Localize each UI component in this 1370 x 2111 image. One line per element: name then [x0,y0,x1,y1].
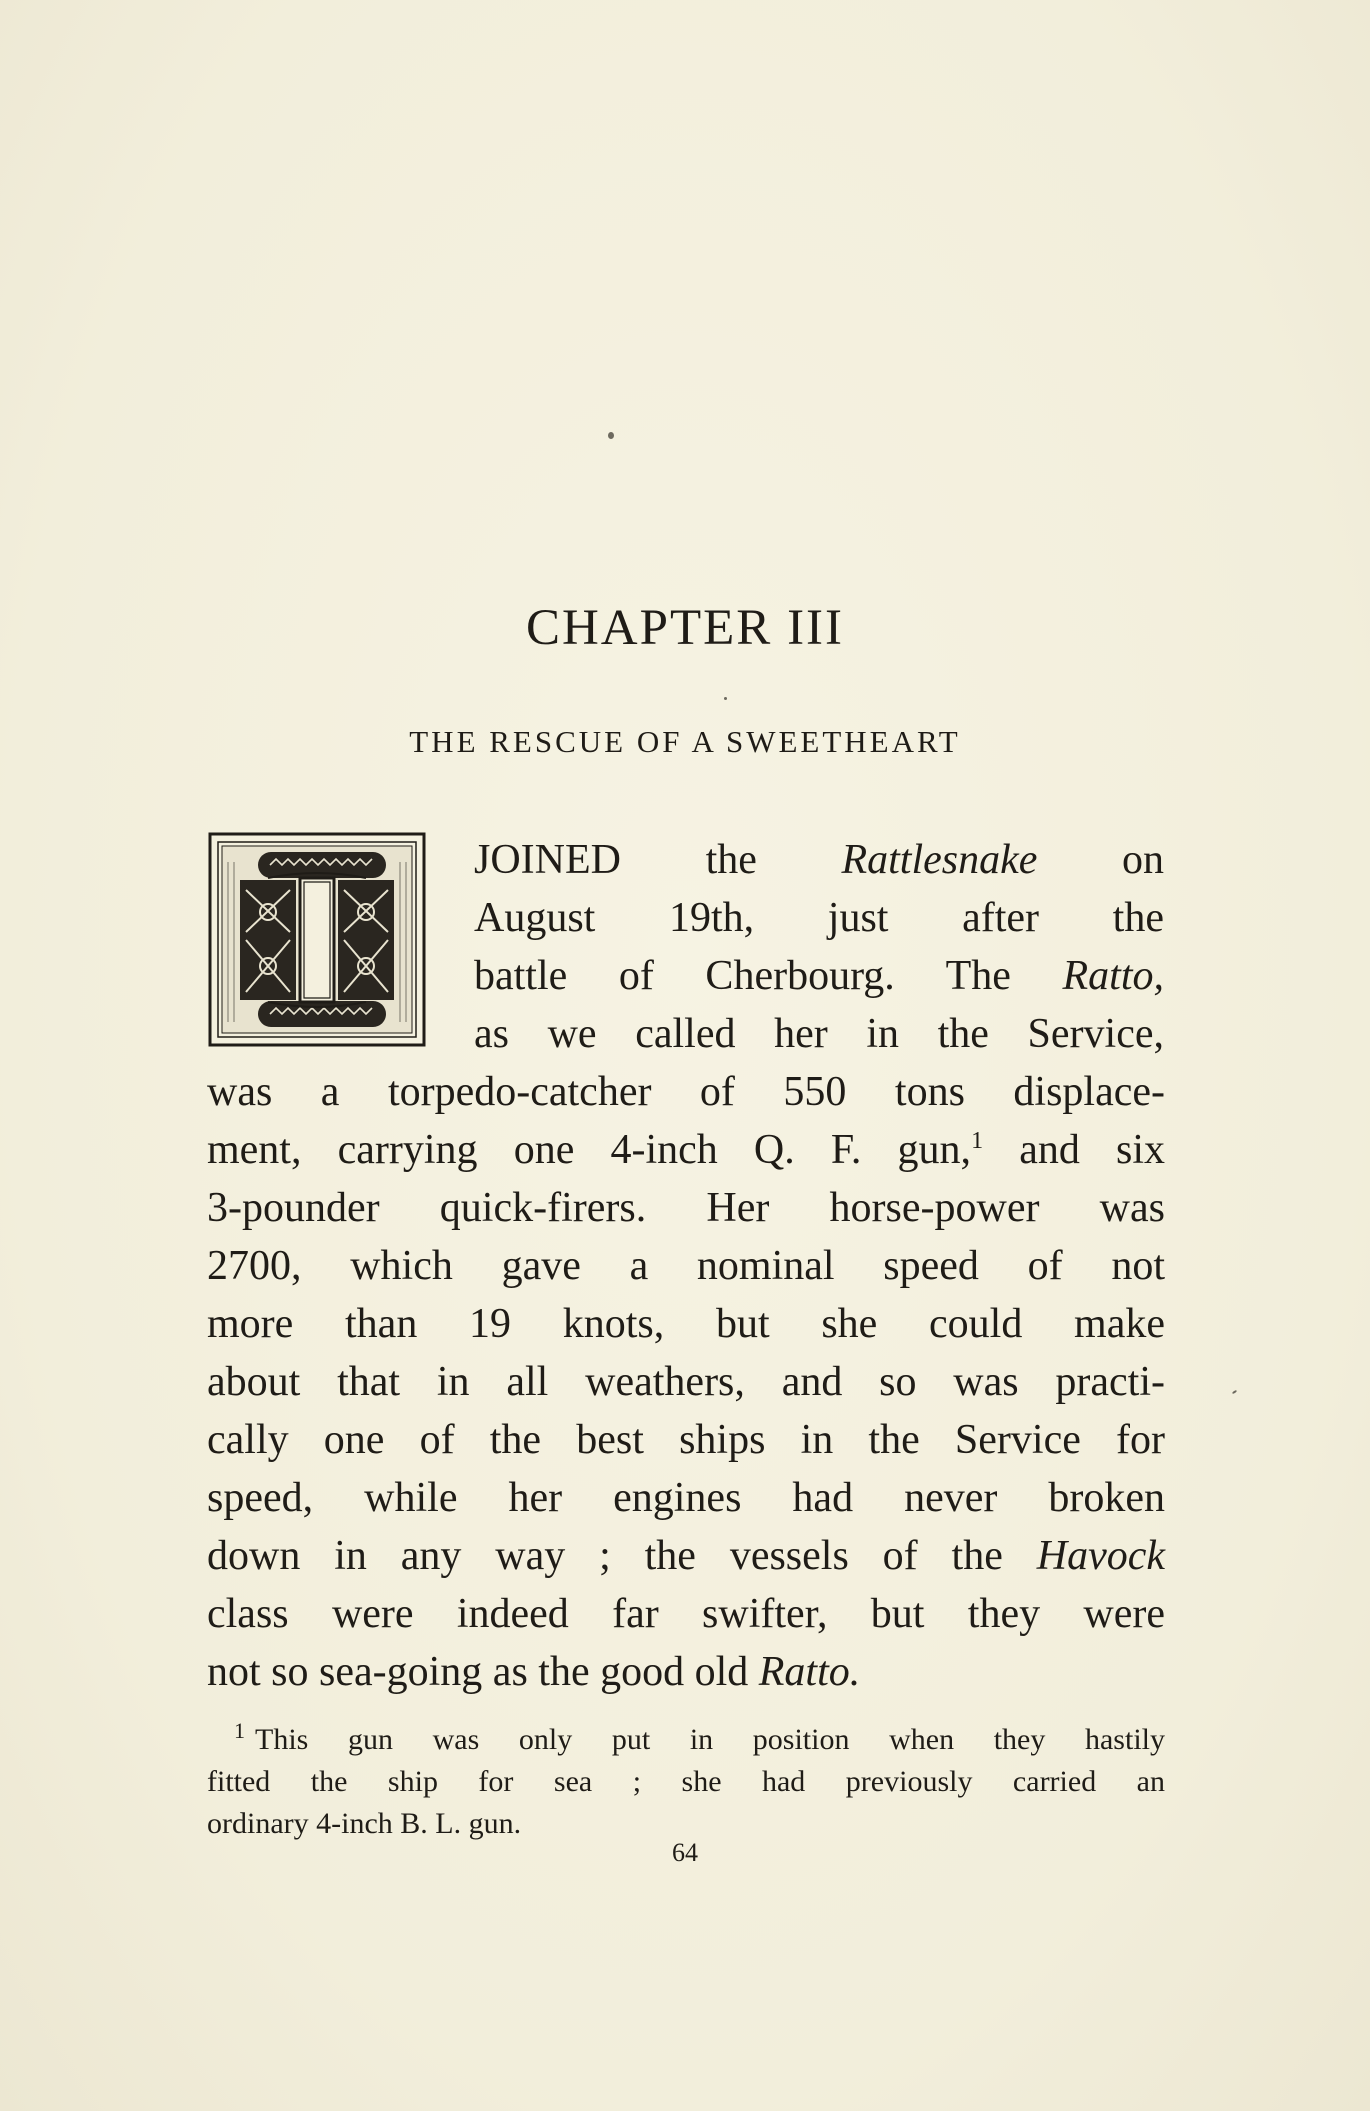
print-speck [608,432,614,439]
body-line: cally one of the best ships in the Service for [207,1417,1165,1463]
chapter-subtitle: THE RESCUE OF A SWEETHEART [409,724,961,759]
print-speck [1232,1390,1237,1395]
footnote-mark: 1 [234,1718,245,1743]
body-line: August 19th, just after the [474,895,1164,941]
chapter-title: CHAPTER III [525,600,845,656]
ornamental-initial-I-icon [208,832,426,1047]
footnote-line: $^1$ This gun was only put in position when they hastily [234,1718,1165,1756]
body-line: as we called her in the Service, [474,1011,1164,1057]
body-line: more than 19 knots, but she could make [207,1301,1165,1347]
footnote-reference: 1 [971,1128,984,1154]
body-line: not so sea-going as the good old Ratto. [207,1649,861,1695]
body-line: about that in all weathers, and so was practi- [207,1359,1165,1405]
body-line: 2700, which gave a nominal speed of not [207,1243,1165,1289]
body-line: down in any way ; the vessels of the Havock [207,1533,1165,1579]
body-line: JOINED the Rattlesnake on [474,837,1164,883]
body-line: battle of Cherbourg. The Ratto, [474,953,1164,999]
footnote-line: ordinary 4-inch B. L. gun. [207,1807,522,1840]
body-line: 3-pounder quick-firers. Her horse-power was [207,1185,1165,1231]
page-number: 64 [672,1838,698,1867]
body-line: ment, carrying one 4-inch Q. F. gun,$^1$ and six [207,1127,1166,1173]
body-line: was a torpedo-catcher of 550 tons displace- [207,1069,1165,1115]
body-line: class were indeed far swifter, but they were [207,1591,1165,1637]
footnote-line: fitted the ship for sea ; she had previously carried an [207,1765,1165,1798]
print-speck [724,697,727,700]
body-line: speed, while her engines had never broken [207,1475,1165,1521]
